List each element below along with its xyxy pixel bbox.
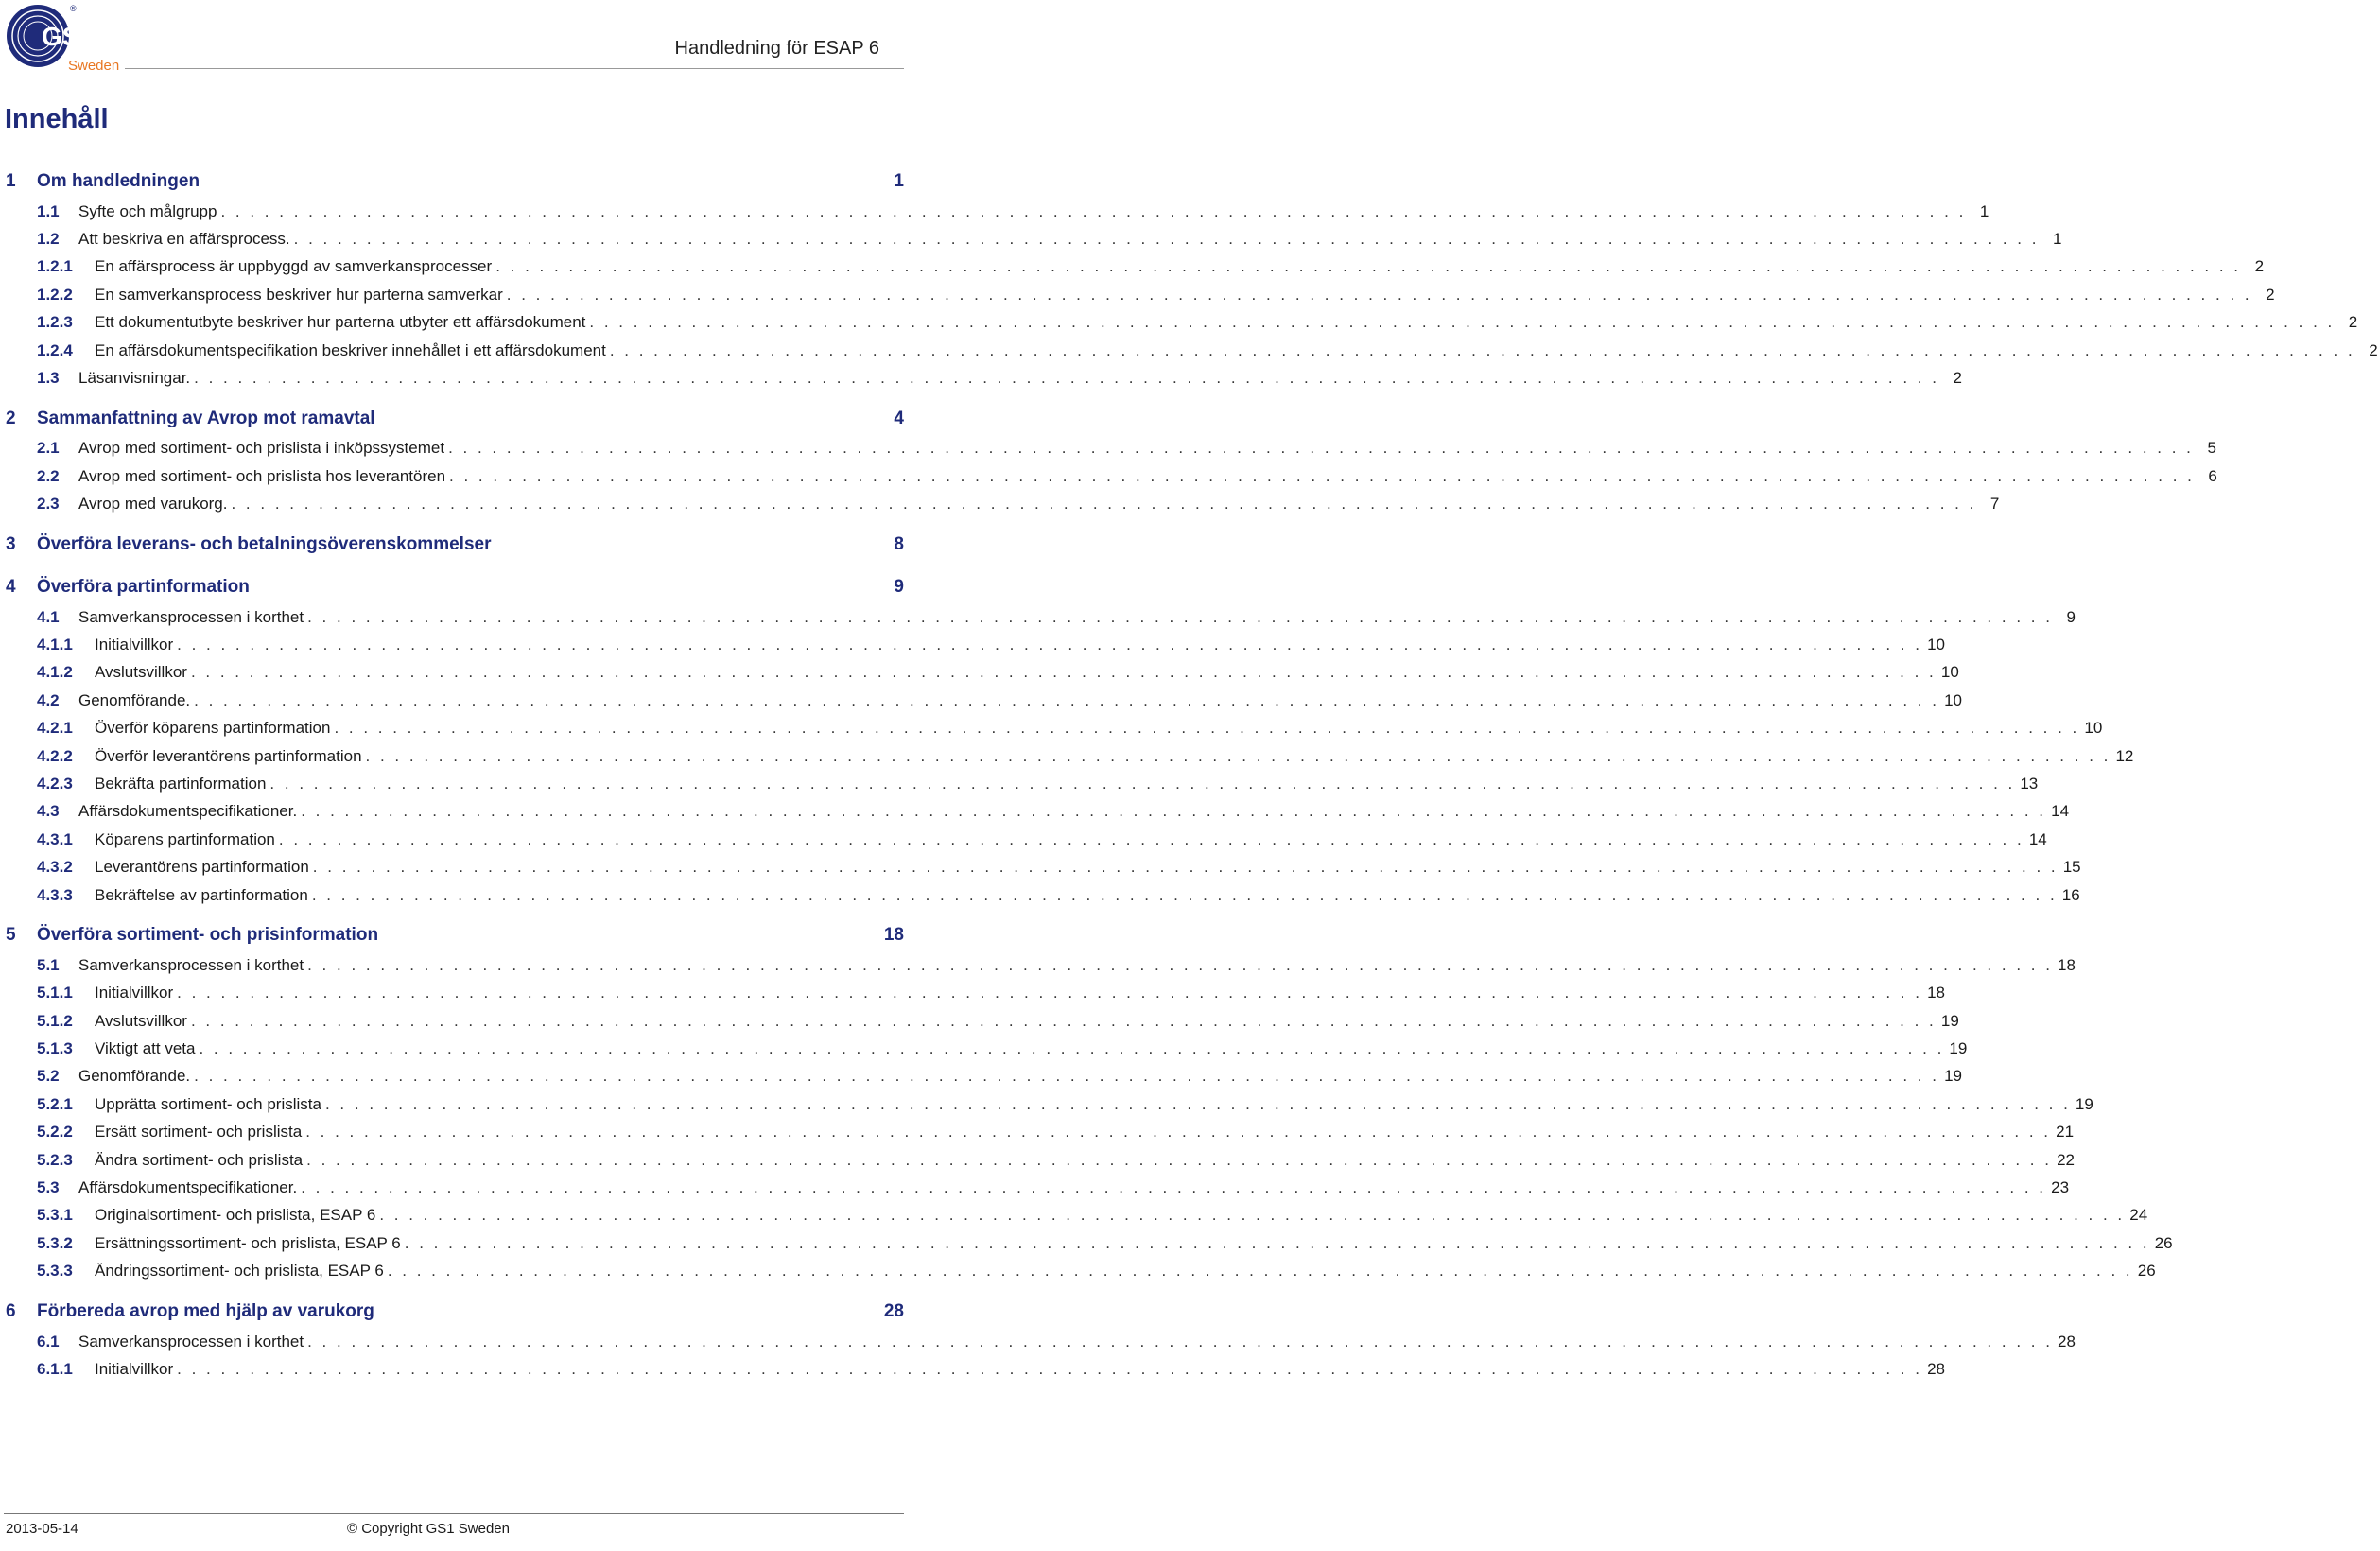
dot-leader: . . . . . . . . . . . . . . . . . . . . . . . . . . . . . . . . . . . . . . . . . . . . . . . . . . . . . . . . . . . . . . . . . . . . . . . . . . . . . . . . . . . . . . . . . . . . . . . . . . . . . . . . . . . . . . . . . . . . . . . .	[220, 201, 1967, 220]
document-title: Handledning för ESAP 6	[674, 38, 879, 59]
entry-page-number: 14	[2051, 802, 2070, 821]
gs1-sweden-logo	[4, 2, 127, 74]
toc-entry-link[interactable]	[6, 1229, 2173, 1257]
entry-page-number: 26	[2154, 1233, 2173, 1252]
entry-title: Affärsdokumentspecifikationer.	[78, 802, 298, 821]
entry-number: 5.3.3	[37, 1262, 73, 1281]
entry-title: Avslutsvillkor	[95, 663, 187, 682]
toc-entry-link[interactable]	[6, 281, 2275, 308]
header-divider	[125, 68, 904, 69]
footer-copyright: © Copyright GS1 Sweden	[347, 1521, 510, 1537]
entry-page-number: 28	[2058, 1332, 2076, 1351]
entry-title: Ersätt sortiment- och prislista	[95, 1123, 303, 1141]
dot-leader: . . . . . . . . . . . . . . . . . . . . . . . . . . . . . . . . . . . . . . . . . . . . . . . . . . . . . . . . . . . . . . . . . . . . . . . . . . . . . . . . . . . . . . . . . . . . . . . . . . . . . . . . . . . . . . . . . . . . . . . .	[301, 802, 2047, 821]
entry-title: En affärsprocess är uppbyggd av samverkansprocesser	[95, 257, 493, 276]
chapter-title: Om handledningen	[37, 171, 200, 191]
entry-number: 5.2.1	[37, 1094, 73, 1113]
dot-leader: . . . . . . . . . . . . . . . . . . . . . . . . . . . . . . . . . . . . . . . . . . . . . . . . . . . . . . . . . . . . . . . . . . . . . . . . . . . . . . . . . . . . . . . . . . . . . . . . . . . . . . . . . . . . . . . . . . . . . . . .	[301, 1178, 2047, 1197]
entry-page-number: 19	[1944, 1067, 1962, 1086]
toc-entry-link[interactable]	[6, 364, 1962, 392]
dot-leader: . . . . . . . . . . . . . . . . . . . . . . . . . . . . . . . . . . . . . . . . . . . . . . . . . . . . . . . . . . . . . . . . . . . . . . . . . . . . . . . . . . . . . . . . . . . . . . . . . . . . . . . . . . . . . . . . . . . . . . . .	[365, 746, 2111, 765]
toc-chapter-link[interactable]	[6, 1296, 906, 1328]
dot-leader: . . . . . . . . . . . . . . . . . . . . . . . . . . . . . . . . . . . . . . . . . . . . . . . . . . . . . . . . . . . . . . . . . . . . . . . . . . . . . . . . . . . . . . . . . . . . . . . . . . . . . . . . . . . . . . . . . . . . . . . .	[190, 1011, 1937, 1030]
dot-leader: . . . . . . . . . . . . . . . . . . . . . . . . . . . . . . . . . . . . . . . . . . . . . . . . . . . . . . . . . . . . . . . . . . . . . . . . . . . . . . . . . . . . . . . . . . . . . . . . . . . . . . . . . . . . . . . . . . . . . . . .	[334, 719, 2080, 738]
entry-page-number: 10	[1944, 690, 1962, 709]
chapter-num: 4	[6, 576, 16, 597]
entry-page-number: 24	[2129, 1206, 2148, 1225]
entry-number: 6.1	[37, 1332, 60, 1351]
chapter-num: 2	[6, 408, 16, 428]
entry-number: 5.3.2	[37, 1233, 73, 1252]
toc-entry-link[interactable]	[6, 798, 2070, 826]
entry-number: 4.2.2	[37, 746, 73, 765]
dot-leader: . . . . . . . . . . . . . . . . . . . . . . . . . . . . . . . . . . . . . . . . . . . . . . . . . . . . . . . . . . . . . . . . . . . . . . . . . . . . . . . . . . . . . . . . . . . . . . . . . . . . . . . . . . . . . . . . . . . . . . . .	[311, 885, 2058, 904]
entry-page-number: 9	[2066, 607, 2076, 626]
toc-entry-link[interactable]	[6, 1090, 2093, 1118]
entry-number: 1.2.3	[37, 313, 73, 332]
entry-page-number: 18	[2058, 955, 2076, 974]
dot-leader: . . . . . . . . . . . . . . . . . . . . . . . . . . . . . . . . . . . . . . . . . . . . . . . . . . . . . . . . . . . . . . . . . . . . . . . . . . . . . . . . . . . . . . . . . . . . . . . . . . . . . . . . . . . . . . . . . . . . . . . .	[190, 663, 1937, 682]
chapter-title: Överföra leverans- och betalningsöverenskommelser	[37, 533, 492, 554]
entry-title: Initialvillkor	[95, 1359, 174, 1378]
entry-page-number: 23	[2051, 1178, 2070, 1197]
table-of-contents	[6, 166, 2378, 1394]
toc-entry-link[interactable]	[6, 462, 2217, 490]
entry-title: Avrop med sortiment- och prislista i inköpssystemet	[78, 439, 445, 458]
toc-entry-link[interactable]	[6, 826, 2047, 853]
entry-title: Samverkansprocessen i korthet	[78, 607, 304, 626]
dot-leader: . . . . . . . . . . . . . . . . . . . . . . . . . . . . . . . . . . . . . . . . . . . . . . . . . . . . . . . . . . . . . . . . . . . . . . . . . . . . . . . . . . . . . . . . . . . . . . . . . . . . . . . . . . . . . . . . . . . . . . . .	[231, 495, 1977, 514]
entry-number: 1.3	[37, 369, 60, 388]
toc-entry-link[interactable]	[6, 1035, 1968, 1062]
entry-number: 4.3.3	[37, 885, 73, 904]
entry-title: Avrop med sortiment- och prislista hos leverantören	[78, 466, 446, 485]
toc-entry-link[interactable]	[6, 631, 1945, 658]
entry-page-number: 10	[1940, 663, 1959, 682]
toc-entry-link[interactable]	[6, 881, 2080, 909]
entry-page-number: 18	[1927, 984, 1945, 1002]
entry-title: Ersättningssortiment- och prislista, ESAP 6	[95, 1233, 401, 1252]
chapter-page: 8	[894, 533, 904, 554]
entry-page-number: 6	[2208, 466, 2217, 485]
entry-number: 5.1.2	[37, 1011, 73, 1030]
entry-number: 2.2	[37, 466, 60, 485]
entry-title: Avslutsvillkor	[95, 1011, 187, 1030]
entry-page-number: 14	[2028, 829, 2047, 848]
entry-page-number: 10	[2084, 719, 2103, 738]
entry-number: 1.2.4	[37, 340, 73, 359]
entry-title: Ett dokumentutbyte beskriver hur parterna utbyter ett affärsdokument	[95, 313, 586, 332]
entry-title: Genomförande.	[78, 690, 191, 709]
toc-entry-link[interactable]	[6, 603, 2076, 631]
dot-leader: . . . . . . . . . . . . . . . . . . . . . . . . . . . . . . . . . . . . . . . . . . . . . . . . . . . . . . . . . . . . . . . . . . . . . . . . . . . . . . . . . . . . . . . . . . . . . . . . . . . . . . . . . . . . . . . . . . . . . . . .	[307, 607, 2053, 626]
svg-text:®: ®	[70, 4, 77, 13]
entry-page-number: 2	[1953, 369, 1962, 388]
entry-title: Bekräfta partinformation	[95, 774, 267, 793]
entry-number: 4.2.3	[37, 774, 73, 793]
entry-title: Läsanvisningar.	[78, 369, 191, 388]
toc-chapter-1	[6, 166, 2378, 392]
entry-number: 5.1.1	[37, 984, 73, 1002]
entry-page-number: 10	[1927, 635, 1945, 654]
entry-number: 6.1.1	[37, 1359, 73, 1378]
entry-number: 4.1.2	[37, 663, 73, 682]
entry-page-number: 16	[2061, 885, 2080, 904]
toc-entry-link[interactable]	[6, 253, 2265, 281]
toc-entry-link[interactable]	[6, 951, 2076, 979]
logo-sweden-text: Sweden	[68, 58, 120, 74]
entry-title: Samverkansprocessen i korthet	[78, 955, 304, 974]
toc-chapter-link[interactable]	[6, 166, 906, 198]
entry-title: En samverkansprocess beskriver hur parterna samverkar	[95, 285, 503, 304]
toc-chapter-link[interactable]	[6, 529, 906, 561]
entry-page-number: 13	[2020, 774, 2039, 793]
toc-entry-link[interactable]	[6, 980, 1945, 1007]
toc-chapter-3	[6, 529, 906, 561]
toc-chapter-link[interactable]	[6, 919, 906, 951]
chapter-page: 1	[894, 171, 904, 191]
chapter-title: Sammanfattning av Avrop mot ramavtal	[37, 408, 375, 428]
entry-title: Syfte och målgrupp	[78, 201, 217, 220]
dot-leader: . . . . . . . . . . . . . . . . . . . . . . . . . . . . . . . . . . . . . . . . . . . . . . . . . . . . . . . . . . . . . . . . . . . . . . . . . . . . . . . . . . . . . . . . . . . . . . . . . . . . . . . . . . . . . . . . . . . . . . . .	[609, 340, 2355, 359]
entry-title: Leverantörens partinformation	[95, 858, 309, 877]
dot-leader: . . . . . . . . . . . . . . . . . . . . . . . . . . . . . . . . . . . . . . . . . . . . . . . . . . . . . . . . . . . . . . . . . . . . . . . . . . . . . . . . . . . . . . . . . . . . . . . . . . . . . . . . . . . . . . . . . . . . . . . .	[448, 439, 2194, 458]
toc-entry-link[interactable]	[6, 770, 2039, 797]
entry-page-number: 2	[2254, 257, 2265, 276]
entry-page-number: 2	[2348, 313, 2358, 332]
entry-title: Samverkansprocessen i korthet	[78, 1332, 304, 1351]
entry-page-number: 28	[1927, 1359, 1945, 1378]
entry-number: 5.3.1	[37, 1206, 73, 1225]
dot-leader: . . . . . . . . . . . . . . . . . . . . . . . . . . . . . . . . . . . . . . . . . . . . . . . . . . . . . . . . . . . . . . . . . . . . . . . . . . . . . . . . . . . . . . . . . . . . . . . . . . . . . . . . . . . . . . . . . . . . . . . .	[449, 466, 2195, 485]
entry-page-number: 1	[1979, 201, 1989, 220]
entry-number: 1.1	[37, 201, 60, 220]
entry-number: 4.1.1	[37, 635, 73, 654]
chapter-title: Förbereda avrop med hjälp av varukorg	[37, 1300, 374, 1321]
toc-entry-link[interactable]	[6, 742, 2134, 770]
entry-title: Genomförande.	[78, 1067, 191, 1086]
entry-title: Initialvillkor	[95, 635, 174, 654]
toc-entry-link[interactable]	[6, 435, 2216, 462]
toc-entry-link[interactable]	[6, 337, 2378, 364]
entry-number: 4.2.1	[37, 719, 73, 738]
chapter-num: 3	[6, 533, 16, 554]
dot-leader: . . . . . . . . . . . . . . . . . . . . . . . . . . . . . . . . . . . . . . . . . . . . . . . . . . . . . . . . . . . . . . . . . . . . . . . . . . . . . . . . . . . . . . . . . . . . . . . . . . . . . . . . . . . . . . . . . . . . . . . .	[306, 1150, 2052, 1169]
chapter-num: 1	[6, 171, 16, 191]
toc-chapter-5	[6, 919, 2173, 1285]
dot-leader: . . . . . . . . . . . . . . . . . . . . . . . . . . . . . . . . . . . . . . . . . . . . . . . . . . . . . . . . . . . . . . . . . . . . . . . . . . . . . . . . . . . . . . . . . . . . . . . . . . . . . . . . . . . . . . . . . . . . . . . .	[194, 1067, 1939, 1086]
toc-entry-link[interactable]	[6, 659, 1959, 687]
toc-entry-link[interactable]	[6, 687, 1962, 714]
dot-leader: . . . . . . . . . . . . . . . . . . . . . . . . . . . . . . . . . . . . . . . . . . . . . . . . . . . . . . . . . . . . . . . . . . . . . . . . . . . . . . . . . . . . . . . . . . . . . . . . . . . . . . . . . . . . . . . . . . . . . . . .	[387, 1262, 2133, 1281]
dot-leader: . . . . . . . . . . . . . . . . . . . . . . . . . . . . . . . . . . . . . . . . . . . . . . . . . . . . . . . . . . . . . . . . . . . . . . . . . . . . . . . . . . . . . . . . . . . . . . . . . . . . . . . . . . . . . . . . . . . . . . . .	[589, 313, 2336, 332]
toc-chapter-4	[6, 571, 2134, 909]
entry-number: 4.3.1	[37, 829, 73, 848]
dot-leader: . . . . . . . . . . . . . . . . . . . . . . . . . . . . . . . . . . . . . . . . . . . . . . . . . . . . . . . . . . . . . . . . . . . . . . . . . . . . . . . . . . . . . . . . . . . . . . . . . . . . . . . . . . . . . . . . . . . . . . . .	[194, 369, 1939, 388]
dot-leader: . . . . . . . . . . . . . . . . . . . . . . . . . . . . . . . . . . . . . . . . . . . . . . . . . . . . . . . . . . . . . . . . . . . . . . . . . . . . . . . . . . . . . . . . . . . . . . . . . . . . . . . . . . . . . . . . . . . . . . . .	[177, 635, 1922, 654]
entry-title: Köparens partinformation	[95, 829, 275, 848]
toc-entry-link[interactable]	[6, 1202, 2148, 1229]
chapter-page: 18	[883, 925, 904, 946]
entry-number: 2.1	[37, 439, 60, 458]
entry-title: Ändra sortiment- och prislista	[95, 1150, 304, 1169]
entry-number: 1.2.1	[37, 257, 73, 276]
toc-entry-link[interactable]	[6, 491, 2000, 518]
entry-number: 5.3	[37, 1178, 60, 1197]
gs1-logo-graphic	[4, 2, 127, 74]
chapter-title: Överföra partinformation	[37, 576, 250, 597]
entry-number: 5.1.3	[37, 1039, 73, 1058]
toc-entry-link[interactable]	[6, 1355, 1945, 1383]
entry-title: Bekräftelse av partinformation	[95, 885, 308, 904]
dot-leader: . . . . . . . . . . . . . . . . . . . . . . . . . . . . . . . . . . . . . . . . . . . . . . . . . . . . . . . . . . . . . . . . . . . . . . . . . . . . . . . . . . . . . . . . . . . . . . . . . . . . . . . . . . . . . . . . . . . . . . . .	[269, 774, 2016, 793]
dot-leader: . . . . . . . . . . . . . . . . . . . . . . . . . . . . . . . . . . . . . . . . . . . . . . . . . . . . . . . . . . . . . . . . . . . . . . . . . . . . . . . . . . . . . . . . . . . . . . . . . . . . . . . . . . . . . . . . . . . . . . . .	[177, 1359, 1922, 1378]
entry-number: 4.1	[37, 607, 60, 626]
logo-gs1-text: GS1	[42, 22, 96, 51]
entry-number: 4.3	[37, 802, 60, 821]
entry-page-number: 19	[1940, 1011, 1959, 1030]
dot-leader: . . . . . . . . . . . . . . . . . . . . . . . . . . . . . . . . . . . . . . . . . . . . . . . . . . . . . . . . . . . . . . . . . . . . . . . . . . . . . . . . . . . . . . . . . . . . . . . . . . . . . . . . . . . . . . . . . . . . . . . .	[307, 1332, 2053, 1351]
toc-entry-link[interactable]	[6, 1146, 2075, 1174]
entry-page-number: 15	[2062, 858, 2081, 877]
dot-leader: . . . . . . . . . . . . . . . . . . . . . . . . . . . . . . . . . . . . . . . . . . . . . . . . . . . . . . . . . . . . . . . . . . . . . . . . . . . . . . . . . . . . . . . . . . . . . . . . . . . . . . . . . . . . . . . . . . . . . . . .	[305, 1123, 2052, 1141]
toc-chapter-6	[6, 1296, 2076, 1384]
footer-divider	[4, 1513, 904, 1514]
dot-leader: . . . . . . . . . . . . . . . . . . . . . . . . . . . . . . . . . . . . . . . . . . . . . . . . . . . . . . . . . . . . . . . . . . . . . . . . . . . . . . . . . . . . . . . . . . . . . . . . . . . . . . . . . . . . . . . . . . . . . . . .	[194, 690, 1939, 709]
entry-title: En affärsdokumentspecifikation beskriver innehållet i ett affärsdokument	[95, 340, 606, 359]
toc-heading: Innehåll	[5, 104, 109, 134]
dot-leader: . . . . . . . . . . . . . . . . . . . . . . . . . . . . . . . . . . . . . . . . . . . . . . . . . . . . . . . . . . . . . . . . . . . . . . . . . . . . . . . . . . . . . . . . . . . . . . . . . . . . . . . . . . . . . . . . . . . . . . . .	[278, 829, 2024, 848]
entry-number: 5.2.2	[37, 1123, 73, 1141]
chapter-page: 28	[883, 1300, 904, 1321]
entry-title: Upprätta sortiment- och prislista	[95, 1094, 321, 1113]
dot-leader: . . . . . . . . . . . . . . . . . . . . . . . . . . . . . . . . . . . . . . . . . . . . . . . . . . . . . . . . . . . . . . . . . . . . . . . . . . . . . . . . . . . . . . . . . . . . . . . . . . . . . . . . . . . . . . . . . . . . . . . .	[495, 257, 2242, 276]
toc-chapter-link[interactable]	[6, 571, 906, 603]
entry-title: Originalsortiment- och prislista, ESAP 6	[95, 1206, 376, 1225]
entry-page-number: 19	[2075, 1094, 2093, 1113]
toc-entry-link[interactable]	[6, 309, 2358, 337]
chapter-page: 9	[894, 576, 904, 597]
toc-entry-link[interactable]	[6, 1258, 2156, 1285]
dot-leader: . . . . . . . . . . . . . . . . . . . . . . . . . . . . . . . . . . . . . . . . . . . . . . . . . . . . . . . . . . . . . . . . . . . . . . . . . . . . . . . . . . . . . . . . . . . . . . . . . . . . . . . . . . . . . . . . . . . . . . . .	[312, 858, 2059, 877]
toc-entry-link[interactable]	[6, 225, 2062, 253]
entry-page-number: 26	[2137, 1262, 2156, 1281]
chapter-page: 4	[894, 408, 904, 428]
dot-leader: . . . . . . . . . . . . . . . . . . . . . . . . . . . . . . . . . . . . . . . . . . . . . . . . . . . . . . . . . . . . . . . . . . . . . . . . . . . . . . . . . . . . . . . . . . . . . . . . . . . . . . . . . . . . . . . . . . . . . . . .	[199, 1039, 1945, 1058]
entry-number: 5.1	[37, 955, 60, 974]
dot-leader: . . . . . . . . . . . . . . . . . . . . . . . . . . . . . . . . . . . . . . . . . . . . . . . . . . . . . . . . . . . . . . . . . . . . . . . . . . . . . . . . . . . . . . . . . . . . . . . . . . . . . . . . . . . . . . . . . . . . . . . .	[506, 285, 2252, 304]
dot-leader: . . . . . . . . . . . . . . . . . . . . . . . . . . . . . . . . . . . . . . . . . . . . . . . . . . . . . . . . . . . . . . . . . . . . . . . . . . . . . . . . . . . . . . . . . . . . . . . . . . . . . . . . . . . . . . . . . . . . . . . .	[293, 230, 2040, 249]
entry-title: Affärsdokumentspecifikationer.	[78, 1178, 298, 1197]
toc-chapter-2	[6, 403, 2217, 518]
entry-page-number: 2	[2369, 340, 2378, 359]
entry-page-number: 2	[2266, 285, 2275, 304]
entry-title: Överför leverantörens partinformation	[95, 746, 362, 765]
entry-number: 4.3.2	[37, 858, 73, 877]
chapter-num: 5	[6, 925, 16, 946]
entry-page-number: 1	[2053, 230, 2062, 249]
toc-chapter-link[interactable]	[6, 403, 906, 435]
chapter-title: Överföra sortiment- och prisinformation	[37, 925, 379, 946]
entry-page-number: 12	[2115, 746, 2134, 765]
toc-entry-link[interactable]	[6, 1007, 1959, 1035]
entry-number: 2.3	[37, 495, 60, 514]
toc-entry-link[interactable]	[6, 1119, 2075, 1146]
entry-page-number: 7	[1989, 495, 2000, 514]
entry-number: 5.2.3	[37, 1150, 73, 1169]
entry-number: 1.2.2	[37, 285, 73, 304]
entry-title: Att beskriva en affärsprocess.	[78, 230, 290, 249]
toc-entry-link[interactable]	[6, 714, 2103, 741]
entry-page-number: 22	[2057, 1150, 2075, 1169]
entry-number: 4.2	[37, 690, 60, 709]
toc-entry-link[interactable]	[6, 1174, 2070, 1201]
entry-number: 1.2	[37, 230, 60, 249]
dot-leader: . . . . . . . . . . . . . . . . . . . . . . . . . . . . . . . . . . . . . . . . . . . . . . . . . . . . . . . . . . . . . . . . . . . . . . . . . . . . . . . . . . . . . . . . . . . . . . . . . . . . . . . . . . . . . . . . . . . . . . . .	[307, 955, 2053, 974]
footer-date: 2013-05-14	[6, 1521, 78, 1537]
entry-title: Avrop med varukorg.	[78, 495, 228, 514]
entry-title: Viktigt att veta	[95, 1039, 196, 1058]
entry-page-number: 5	[2207, 439, 2216, 458]
dot-leader: . . . . . . . . . . . . . . . . . . . . . . . . . . . . . . . . . . . . . . . . . . . . . . . . . . . . . . . . . . . . . . . . . . . . . . . . . . . . . . . . . . . . . . . . . . . . . . . . . . . . . . . . . . . . . . . . . . . . . . . .	[379, 1206, 2126, 1225]
toc-entry-link[interactable]	[6, 198, 1989, 225]
entry-title: Överför köparens partinformation	[95, 719, 331, 738]
chapter-num: 6	[6, 1300, 16, 1321]
entry-title: Ändringssortiment- och prislista, ESAP 6	[95, 1262, 384, 1281]
entry-number: 5.2	[37, 1067, 60, 1086]
toc-entry-link[interactable]	[6, 853, 2081, 880]
dot-leader: . . . . . . . . . . . . . . . . . . . . . . . . . . . . . . . . . . . . . . . . . . . . . . . . . . . . . . . . . . . . . . . . . . . . . . . . . . . . . . . . . . . . . . . . . . . . . . . . . . . . . . . . . . . . . . . . . . . . . . . .	[324, 1094, 2071, 1113]
dot-leader: . . . . . . . . . . . . . . . . . . . . . . . . . . . . . . . . . . . . . . . . . . . . . . . . . . . . . . . . . . . . . . . . . . . . . . . . . . . . . . . . . . . . . . . . . . . . . . . . . . . . . . . . . . . . . . . . . . . . . . . .	[404, 1233, 2150, 1252]
entry-page-number: 19	[1949, 1039, 1968, 1058]
toc-entry-link[interactable]	[6, 1063, 1962, 1090]
toc-entry-link[interactable]	[6, 1328, 2076, 1355]
entry-page-number: 21	[2056, 1123, 2075, 1141]
dot-leader: . . . . . . . . . . . . . . . . . . . . . . . . . . . . . . . . . . . . . . . . . . . . . . . . . . . . . . . . . . . . . . . . . . . . . . . . . . . . . . . . . . . . . . . . . . . . . . . . . . . . . . . . . . . . . . . . . . . . . . . .	[177, 984, 1922, 1002]
entry-title: Initialvillkor	[95, 984, 174, 1002]
